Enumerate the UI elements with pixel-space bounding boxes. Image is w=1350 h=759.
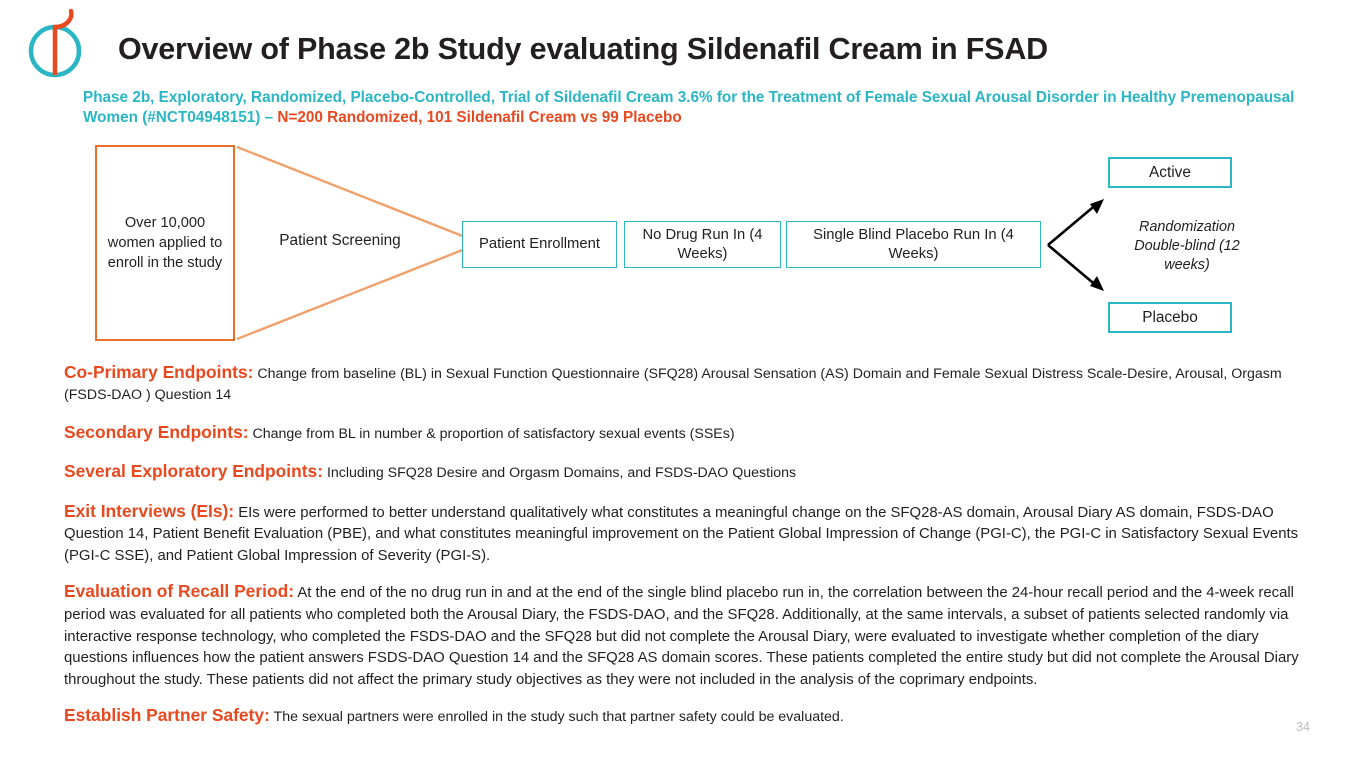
step-patient-enrollment: Patient Enrollment	[462, 221, 617, 268]
arm-placebo-box: Placebo	[1108, 302, 1232, 333]
randomization-arrows-icon	[1046, 195, 1108, 295]
endpoint-co-primary	[64, 360, 1319, 406]
endpoint-co-primary-head: Co-Primary Endpoints:	[64, 362, 254, 382]
subtitle-randomization-text: N=200 Randomized, 101 Sildenafil Cream vs 99 Placebo	[277, 109, 682, 127]
company-logo	[26, 8, 84, 80]
endpoints-section	[64, 360, 1319, 738]
endpoint-exploratory	[64, 459, 1319, 484]
page-title: Overview of Phase 2b Study evaluating Sildenafil Cream in FSAD	[118, 32, 1048, 66]
study-subtitle	[83, 88, 1328, 129]
study-flow-diagram	[0, 140, 1350, 355]
endpoint-exit-interviews-body: EIs were performed to better understand qualitatively what constitutes a meaningful change on the SFQ28-AS domain, Arousal Diary AS domain, FSDS-DAO Question 14, Patient Benefit Evaluation (PBE), and what constitutes meaningful improvement on the Patient Global Impression of Change (PGI-C), the PGI-C in Satisfactory Sexual Events (PGI-C SSE), and Patient Global Impression of Severity (PGI-S).	[64, 504, 1299, 564]
endpoint-partner-safety-head: Establish Partner Safety:	[64, 705, 270, 726]
subtitle-teal-text: Phase 2b, Exploratory, Randomized, Placebo-Controlled, Trial of Sildenafil Cream 3.6% for the Treatment of Female Sexual Arousal Disorder in Healthy Premenopausal Women (#NCT04948151) –	[83, 89, 1295, 127]
endpoint-secondary-body: Change from BL in number & proportion of satisfactory sexual events (SSEs)	[248, 426, 735, 443]
endpoint-exit-interviews	[64, 499, 1319, 568]
endpoint-partner-safety	[64, 703, 1319, 728]
endpoint-recall-period	[64, 579, 1319, 691]
endpoint-co-primary-body: Change from baseline (BL) in Sexual Function Questionnaire (SFQ28) Arousal Sensation (AS) Domain and Female Sexual Distress Scale-Desire, Arousal, Orgasm (FSDS-DAO ) Question 14	[64, 366, 1282, 404]
patient-screening-label: Patient Screening	[279, 232, 401, 249]
step-no-drug-run-in: No Drug Run In (4 Weeks)	[624, 221, 781, 268]
endpoint-exploratory-head: Several Exploratory Endpoints:	[64, 461, 323, 482]
endpoint-partner-safety-body: The sexual partners were enrolled in the study such that partner safety could be evaluated.	[269, 709, 844, 726]
randomization-label: Randomization Double-blind (12 weeks)	[1134, 219, 1240, 274]
endpoint-exploratory-body: Including SFQ28 Desire and Orgasm Domains, and FSDS-DAO Questions	[323, 465, 797, 482]
step-single-blind-placebo-run-in: Single Blind Placebo Run In (4 Weeks)	[786, 221, 1041, 268]
endpoint-secondary-head: Secondary Endpoints:	[64, 422, 249, 443]
endpoint-recall-period-head: Evaluation of Recall Period:	[64, 581, 294, 602]
endpoint-exit-interviews-head: Exit Interviews (EIs):	[64, 500, 235, 521]
applicants-box: Over 10,000 women applied to enroll in the study	[95, 145, 235, 341]
arm-active-box: Active	[1108, 157, 1232, 188]
slide-number: 34	[1295, 720, 1310, 734]
endpoint-secondary	[64, 420, 1319, 445]
endpoint-recall-period-body: At the end of the no drug run in and at the end of the single blind placebo run in, the correlation between the 24-hour recall period and the 4-week recall period was evaluated for all patients who completed both the Arousal Diary, the FSDS-DAO, and the SFQ28. Additionally, at the same intervals, a subset of patients selected randomly via interactive response technology, who completed the FSDS-DAO and the SFQ28 but did not complete the Arousal Diary, were evaluated to investigate whether completion of the diary questions influences how the patient answers FSDS-DAO Question 14 and the SFQ28 AS domain scores. These patients completed the entire study but did not complete the Arousal Diary throughout the study. These patients did not affect the primary study objectives as they were not included in the analysis of the coprimary endpoints.	[64, 585, 1299, 688]
